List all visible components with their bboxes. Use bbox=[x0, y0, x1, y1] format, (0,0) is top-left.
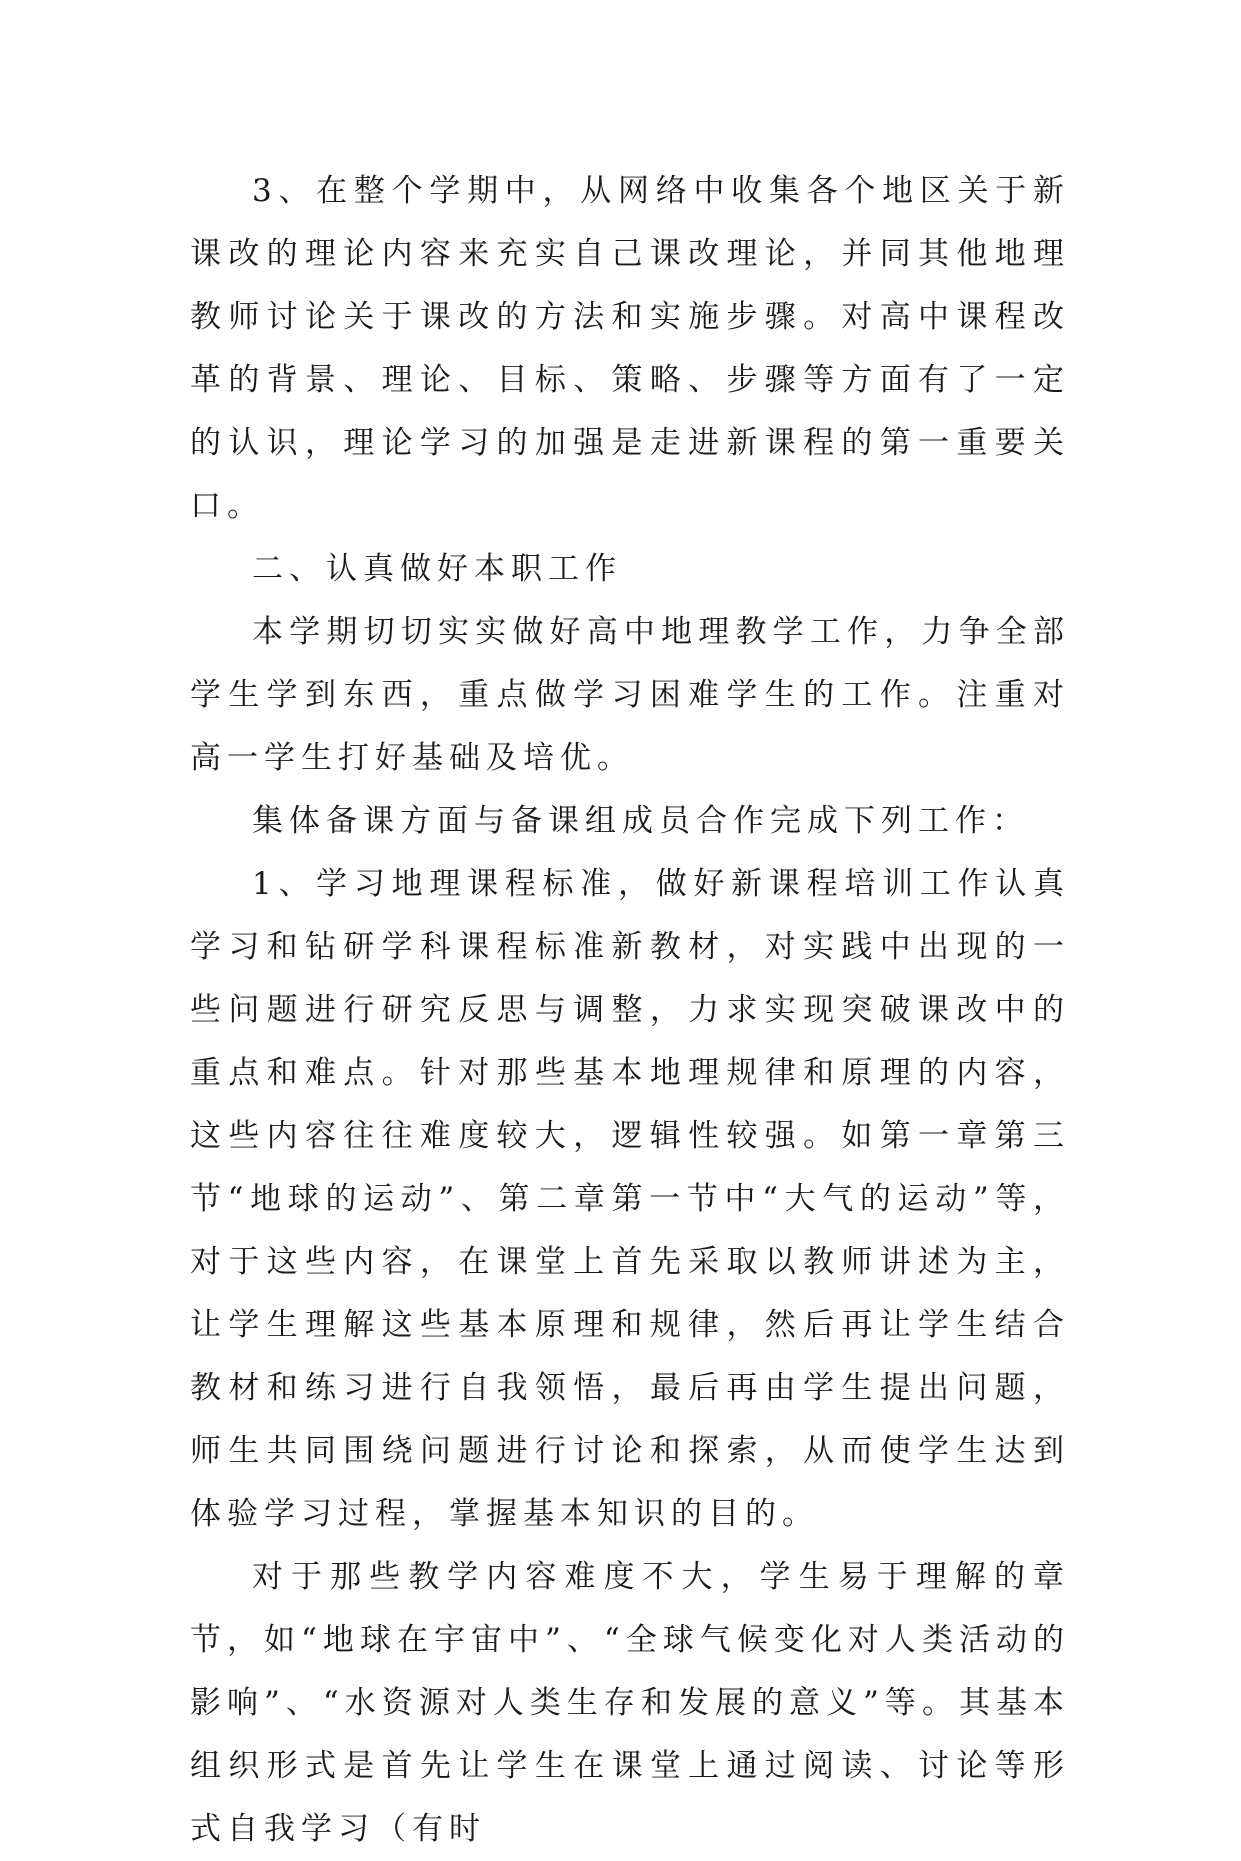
paragraph-collective-prep: 集体备课方面与备课组成员合作完成下列工作： bbox=[252, 803, 1029, 839]
document-body bbox=[190, 160, 1070, 1861]
section-heading-duty: 二、认真做好本职工作 bbox=[252, 551, 622, 587]
paragraph-item-1-standards: 1、学习地理课程标准，做好新课程培训工作认真学习和钻研学科课程标准新教材，对实践中出现的一些问题进行研究反思与调整，力求实现突破课改中的重点和难点。针对那些基本地理规律和原理的内容，这些内容往往难度较大，逻辑性较强。如第一章第三节“地球的运动”、第二章第一节中“大气的运动”等，对于这些内容，在课堂上首先采取以教师讲述为主，让学生理解这些基本原理和规律，然后再让学生结合教材和练习进行自我领悟，最后再由学生提出问题，师生共同围绕问题进行讨论和探索，从而使学生达到体验学习过程，掌握基本知识的目的。 bbox=[190, 866, 1070, 1532]
paragraph-easy-chapters: 对于那些教学内容难度不大，学生易于理解的章节，如“地球在宇宙中”、“全球气候变化对人类活动的影响”、“水资源对人类生存和发展的意义”等。其基本组织形式是首先让学生在课堂上通过阅读、讨论等形式自我学习（有时 bbox=[190, 1559, 1070, 1847]
paragraph-semester-work: 本学期切切实实做好高中地理教学工作，力争全部学生学到东西，重点做学习困难学生的工作。注重对高一学生打好基础及培优。 bbox=[190, 614, 1070, 776]
paragraph-item-3-theory: 3、在整个学期中，从网络中收集各个地区关于新课改的理论内容来充实自己课改理论，并同其他地理教师讨论关于课改的方法和实施步骤。对高中课程改革的背景、理论、目标、策略、步骤等方面有了一定的认识，理论学习的加强是走进新课程的第一重要关口。 bbox=[190, 173, 1070, 524]
